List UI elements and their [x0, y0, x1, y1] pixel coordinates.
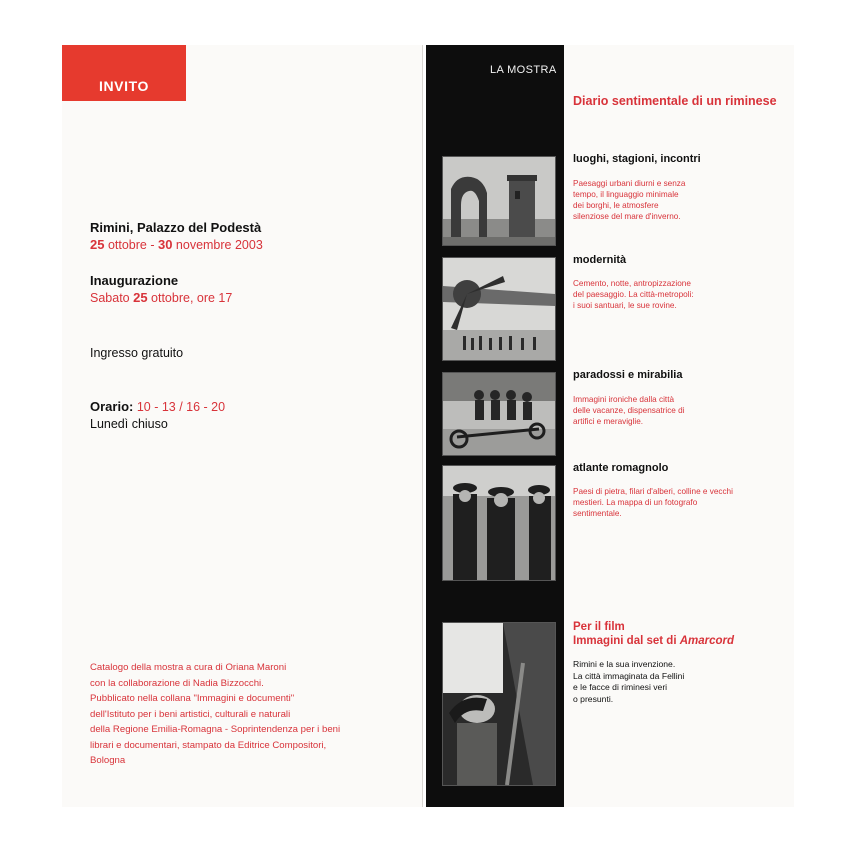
credit-line: Catalogo della mostra a cura di Oriana Maroni [90, 662, 287, 673]
photo-film-set [442, 622, 556, 786]
section-text: tempo, il linguaggio minimale [573, 190, 679, 199]
photo-airplane [442, 257, 556, 361]
film-text: o presunti. [573, 693, 614, 704]
section-text: dei borghi, le atmosfere [573, 201, 659, 210]
credit-line: con la collaborazione di Nadia Bizzocchi. [90, 677, 264, 689]
section-heading: atlante romagnolo [573, 462, 669, 474]
invito-banner [62, 45, 186, 101]
lunedi-text: Lunedì chiuso [90, 417, 168, 431]
section-heading: luoghi, stagioni, incontri [573, 153, 701, 165]
exhibition-title: Diario sentimentale di un riminese [573, 94, 777, 108]
section-text: Paesaggi urbani diurni e senza [573, 179, 686, 188]
la-mostra-label: LA MOSTRA [490, 64, 557, 76]
section-text: silenziose del mare d'inverno. [573, 212, 681, 221]
film-text: e le facce di riminesi veri [573, 682, 668, 692]
film-heading: Per il film [573, 621, 625, 633]
credit-line: della Regione Emilia-Romagna - Soprintendenza per i beni [90, 724, 341, 735]
venue-title: Rimini, Palazzo del Podestà [90, 220, 262, 235]
orario-line: Orario: 10 - 13 / 16 - 20 [90, 399, 226, 414]
section-text: Cemento, notte, antropizzazione [573, 279, 691, 288]
section-text: sentimentale. [573, 509, 622, 518]
section-heading: paradossi e mirabilia [573, 369, 683, 381]
credit-line: librari e documentari, stampato da Editrice Compositori, [90, 739, 327, 751]
section-text: mestieri. La mappa di un fotografo [573, 498, 698, 507]
photo-ruins [442, 156, 556, 246]
section-text: i suoi santuari, le sue rovine. [573, 301, 677, 310]
section-text: delle vacanze, dispensatrice di [573, 406, 685, 415]
section-text: Paesi di pietra, filari d'alberi, colline e vecchi [573, 487, 733, 496]
film-text: La città immaginata da Fellini [573, 670, 685, 681]
credit-line: Pubblicato nella collana "Immagini e documenti" [90, 693, 295, 704]
film-text: Rimini e la sua invenzione. [573, 659, 676, 669]
photo-men-group [442, 465, 556, 581]
ingresso-text: Ingresso gratuito [90, 346, 184, 360]
credit-line: Bologna [90, 755, 126, 766]
section-text: del paesaggio. La città-metropoli: [573, 290, 694, 299]
section-text: Immagini ironiche dalla città [573, 395, 675, 404]
exhibition-dates: 25 ottobre - 30 novembre 2003 [90, 237, 263, 252]
inaugurazione-title: Inaugurazione [90, 273, 179, 288]
section-text: artifici e meraviglie. [573, 417, 644, 426]
film-subheading: Immagini dal set di Amarcord [573, 635, 735, 647]
photo-tandem-bicycle [442, 372, 556, 456]
invito-label: INVITO [98, 78, 150, 94]
inaugurazione-date: Sabato 25 ottobre, ore 17 [90, 290, 233, 305]
credit-line: dell'Istituto per i beni artistici, culturali e naturali [90, 708, 291, 720]
section-heading: modernità [573, 254, 627, 266]
